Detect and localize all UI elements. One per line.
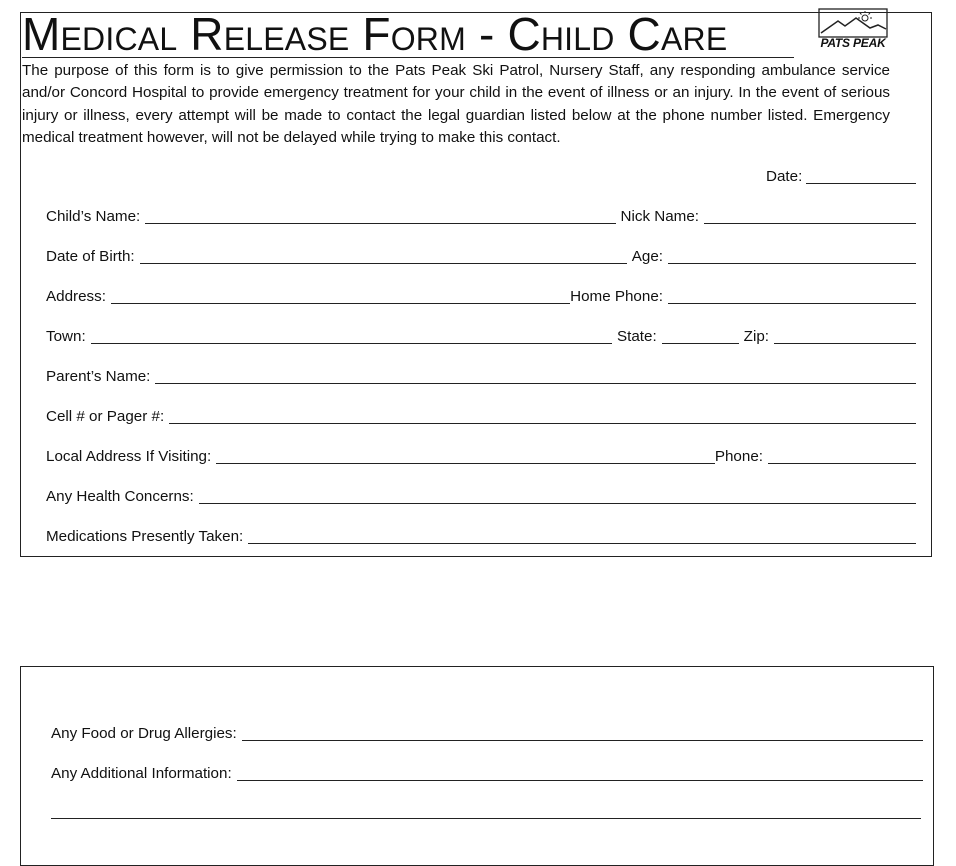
medications-row: [46, 526, 916, 546]
parents-name-label: Parent’s Name:: [46, 368, 151, 385]
title-underline: [22, 57, 794, 58]
local-address-field[interactable]: [216, 463, 715, 464]
home-phone-field[interactable]: [668, 303, 916, 304]
purpose-paragraph: The purpose of this form is to give permission to the Pats Peak Ski Patrol, Nursery Staff, any responding ambulance service and/or Concord Hospital to provide emergency treatment for your child in the event of illness or an injury. In the event of serious injury or illness, every attempt will be made to contact the legal guardian listed below at the phone number listed. Emergency medical treatment however, will not be delayed while trying to make this contact.: [22, 62, 890, 147]
nick-name-field[interactable]: [704, 223, 916, 224]
zip-field[interactable]: [774, 343, 916, 344]
date-field[interactable]: [806, 183, 916, 184]
allergies-label: Any Food or Drug Allergies:: [51, 725, 237, 742]
additional-info-label: Any Additional Information:: [51, 765, 232, 782]
logo-text: PATS PEAK: [820, 36, 886, 50]
address-field[interactable]: [111, 303, 570, 304]
address-row: [46, 286, 916, 306]
health-concerns-field[interactable]: [199, 503, 916, 504]
town-row: [46, 326, 916, 346]
phone-field[interactable]: [768, 463, 916, 464]
local-address-row: [46, 446, 916, 466]
state-field[interactable]: [662, 343, 739, 344]
childs-name-label: Child’s Name:: [46, 208, 141, 225]
child-name-row: [46, 206, 916, 226]
local-address-label: Local Address If Visiting:: [46, 448, 212, 465]
medications-label: Medications Presently Taken:: [46, 528, 244, 545]
date-label: Date:: [766, 168, 803, 185]
town-field[interactable]: [91, 343, 612, 344]
additional-info-field-2[interactable]: [51, 818, 921, 819]
parent-name-row: [46, 366, 916, 386]
age-field[interactable]: [668, 263, 916, 264]
additional-info-field[interactable]: [237, 780, 923, 781]
additional-info-row: [51, 763, 923, 783]
health-concerns-label: Any Health Concerns:: [46, 488, 194, 505]
form-title: Medical Release Form - Child Care: [22, 8, 728, 60]
pats-peak-logo: [818, 8, 888, 52]
nick-name-label: Nick Name:: [620, 208, 699, 225]
additional-info-row-2: [51, 801, 921, 821]
childs-name-field[interactable]: [145, 223, 615, 224]
date-of-birth-field[interactable]: [140, 263, 627, 264]
home-phone-label: Home Phone:: [570, 288, 663, 305]
cell-pager-label: Cell # or Pager #:: [46, 408, 165, 425]
town-label: Town:: [46, 328, 86, 345]
address-label: Address:: [46, 288, 106, 305]
date-of-birth-label: Date of Birth:: [46, 248, 135, 265]
parents-name-field[interactable]: [155, 383, 916, 384]
health-concerns-row: [46, 486, 916, 506]
phone-label: Phone:: [714, 448, 763, 465]
mountain-sun-icon: [818, 8, 888, 38]
age-label: Age:: [631, 248, 663, 265]
allergies-row: [51, 723, 923, 743]
dob-row: [46, 246, 916, 266]
medications-field[interactable]: [248, 543, 916, 544]
cell-pager-field[interactable]: [169, 423, 916, 424]
date-row: [766, 166, 916, 186]
state-label: State:: [616, 328, 657, 345]
allergies-field[interactable]: [242, 740, 923, 741]
cell-pager-row: [46, 406, 916, 426]
zip-label: Zip:: [743, 328, 769, 345]
